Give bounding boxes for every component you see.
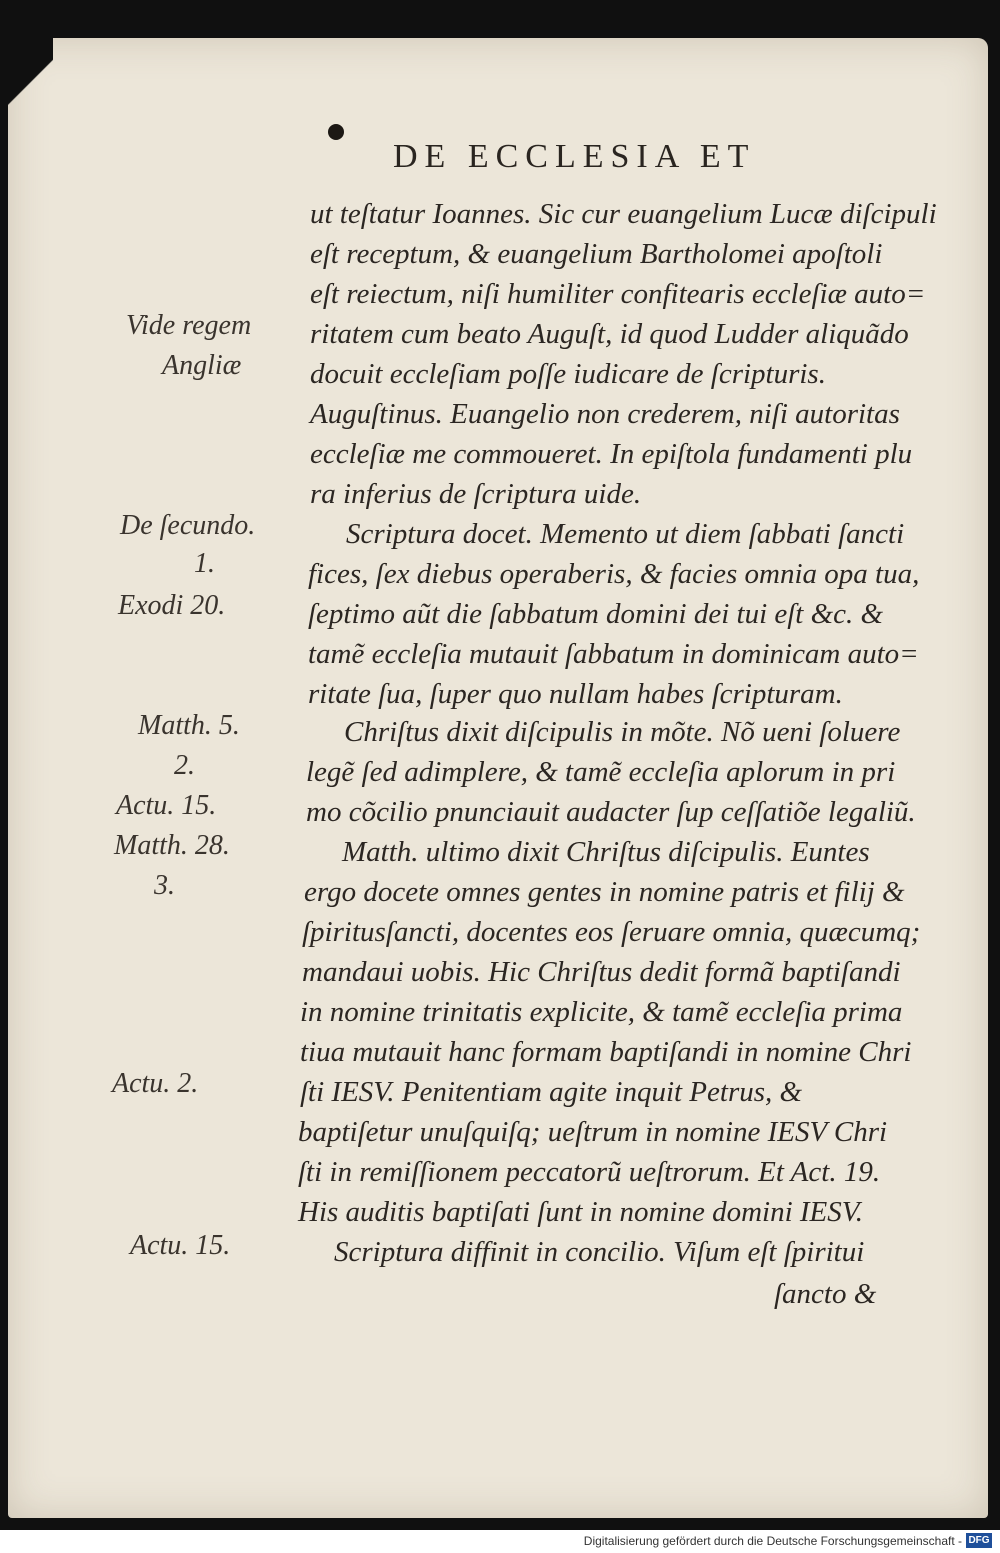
text-line: ergo docete omnes gentes in nomine patris et filij & [304, 876, 905, 908]
margin-note: Matth. 5. [138, 710, 240, 741]
text-line: eſt receptum, & euangelium Bartholomei apoſtoli [310, 238, 883, 270]
margin-note: Vide regem [126, 310, 252, 341]
text-line: baptiſetur unuſquiſq; ueſtrum in nomine IESV Chri [298, 1116, 888, 1148]
text-line: ſpiritusſancti, docentes eos ſeruare omnia, quæcumq; [302, 916, 921, 948]
text-line: mo cõcilio pnunciauit audacter ſup ceſſatiõe legaliũ. [306, 796, 916, 828]
text-line: His auditis baptiſati ſunt in nomine domini IESV. [298, 1196, 863, 1228]
dfg-logo: DFG [966, 1533, 992, 1548]
text-line: tiua mutauit hanc formam baptiſandi in nomine Chri [300, 1036, 912, 1068]
ink-dot [328, 124, 344, 140]
text-line: in nomine trinitatis explicite, & tamẽ eccleſia prima [300, 996, 903, 1028]
text-line: mandaui uobis. Hic Chriſtus dedit formã baptiſandi [302, 956, 901, 988]
funding-credit: Digitalisierung gefördert durch die Deutsche Forschungsgemeinschaft - [583, 1534, 962, 1548]
text-line: eccleſiæ me commoueret. In epiſtola fundamenti plu [310, 438, 913, 470]
text-line: Scriptura docet. Memento ut diem ſabbati ſancti [346, 518, 905, 550]
text-line: ra inferius de ſcriptura uide. [310, 478, 642, 510]
book-page [8, 38, 988, 1518]
margin-note: Angliæ [162, 350, 242, 381]
text-line: eſt reiectum, niſi humiliter confitearis eccleſiæ auto= [310, 278, 926, 310]
text-line: fices, ſex diebus operaberis, & facies omnia opa tua, [308, 558, 920, 590]
margin-note: Matth. 28. [114, 830, 230, 861]
text-line: Chriſtus dixit diſcipulis in mõte. Nõ ueni ſoluere [344, 716, 901, 748]
margin-note: 2. [174, 750, 195, 781]
text-line: Scriptura diffinit in concilio. Viſum eſt ſpiritui [334, 1236, 865, 1268]
margin-note: Actu. 15. [130, 1230, 231, 1261]
text-line: ſeptimo aũt die ſabbatum domini dei tui eſt &c. & [308, 598, 884, 630]
margin-note: Exodi 20. [118, 590, 226, 621]
footer-bar [0, 1530, 1000, 1553]
text-line: ut teſtatur Ioannes. Sic cur euangelium Lucæ diſcipuli [310, 198, 937, 230]
text-line: ritate ſua, ſuper quo nullam habes ſcripturam. [308, 678, 843, 710]
text-line: tamẽ eccleſia mutauit ſabbatum in dominicam auto= [308, 638, 919, 670]
margin-note: De ſecundo. [120, 510, 256, 541]
catchword: ſancto & [774, 1278, 877, 1310]
margin-note: 3. [154, 870, 175, 901]
text-line: ſti IESV. Penitentiam agite inquit Petrus, & [300, 1076, 803, 1108]
running-header: DE ECCLESIA ET [393, 138, 756, 175]
text-line: ſti in remiſſionem peccatorũ ueſtrorum. Et Act. 19. [298, 1156, 881, 1188]
text-line: docuit eccleſiam poſſe iudicare de ſcripturis. [310, 358, 826, 390]
margin-note: 1. [194, 548, 215, 579]
margin-note: Actu. 2. [112, 1068, 199, 1099]
text-line: Auguſtinus. Euangelio non crederem, niſi autoritas [310, 398, 900, 430]
margin-note: Actu. 15. [116, 790, 217, 821]
text-line: ritatem cum beato Auguſt, id quod Ludder aliquãdo [310, 318, 909, 350]
text-line: legẽ ſed adimplere, & tamẽ eccleſia aplorum in pri [306, 756, 896, 788]
text-line: Matth. ultimo dixit Chriſtus diſcipulis. Euntes [342, 836, 870, 868]
